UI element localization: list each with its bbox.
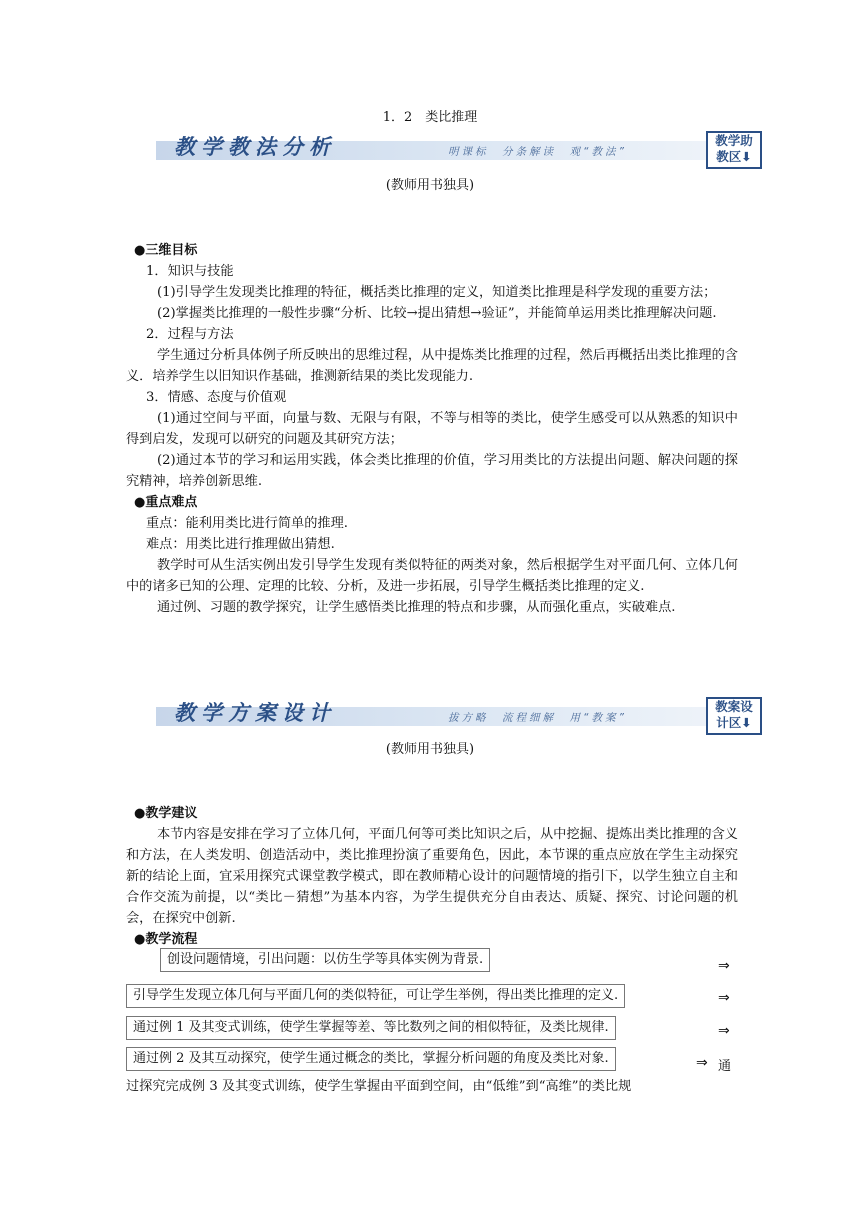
flow-step-2: 引导学生发现立体几何与平面几何的类似特征，可让学生举例，得出类比推理的定义.: [126, 984, 625, 1008]
flow-arrow-icon: ⇒: [696, 1055, 708, 1071]
key-p2: 难点：用类比进行推理做出猜想.: [146, 537, 335, 552]
banner-side-label: 教案设 计区⬇: [706, 697, 762, 735]
banner-plan-design: [156, 697, 762, 735]
goals-s1-p1: (1)引导学生发现类比推理的特征，概括类比推理的定义，知道类比推理是科学发现的重要方法；: [157, 285, 717, 300]
flow-tail-word: 通: [718, 1059, 732, 1074]
key-p3: 教学时可从生活实例出发引导学生发现有类似特征的两类对象，然后根据学生对平面几何、立体几何中的诸多已知的公理、定理的比较、分析，及进一步拓展，引导学生概括类比推理的定义.: [126, 558, 738, 594]
advice-section: [126, 803, 738, 950]
flow-step-4: 通过例 2 及其互动探究，使学生通过概念的类比，掌握分析问题的角度及类比对象.: [126, 1047, 616, 1071]
banner-subtitle: 明课标 分条解读 观“教法”: [448, 146, 627, 158]
key-p4: 通过例、习题的教学探究，让学生感悟类比推理的特点和步骤，从而强化重点，实破难点.: [157, 600, 676, 615]
goals-sub1: 1．知识与技能: [146, 264, 234, 279]
banner-title: 教学教法分析: [174, 135, 336, 159]
goals-sub3: 3．情感、态度与价值观: [146, 390, 287, 405]
banner-teaching-analysis: [156, 131, 762, 169]
banner-side-label: 教学助 教区⬇: [706, 131, 762, 169]
section-title: 1．2 类比推理: [382, 110, 478, 125]
key-heading: ●重点难点: [134, 495, 198, 510]
flow-arrow-icon: ⇒: [718, 990, 730, 1006]
goals-heading: ●三维目标: [134, 243, 198, 258]
goals-s3-p2: (2)通过本节的学习和运用实践，体会类比推理的价值，学习用类比的方法提出问题、解决问题的探究精神，培养创新思维.: [126, 453, 738, 489]
teacher-only-note: (教师用书独具): [385, 742, 475, 757]
banner-title: 教学方案设计: [174, 701, 336, 725]
flow-arrow-icon: ⇒: [718, 958, 730, 974]
advice-heading: ●教学建议: [134, 806, 198, 821]
goals-s1-p2: (2)掌握类比推理的一般性步骤“分析、比较→提出猜想→验证”，并能简单运用类比推理解决问题.: [157, 306, 717, 321]
goals-section: [126, 240, 738, 618]
flow-heading: ●教学流程: [134, 932, 198, 947]
flow-step-3: 通过例 1 及其变式训练，使学生掌握等差、等比数列之间的相似特征，及类比规律.: [126, 1016, 616, 1040]
flow-tail-line: 过探究完成例 3 及其变式训练，使学生掌握由平面到空间，由“低维”到“高维”的类比规: [126, 1079, 632, 1094]
banner-subtitle: 拔方略 流程细解 用“教案”: [448, 712, 627, 724]
teacher-only-note: (教师用书独具): [385, 178, 475, 193]
goals-sub2: 2．过程与方法: [146, 327, 234, 342]
flow-step-1: 创设问题情境，引出问题：以仿生学等具体实例为背景.: [160, 948, 490, 972]
goals-s3-p1: (1)通过空间与平面，向量与数、无限与有限，不等与相等的类比，使学生感受可以从熟悉的知识中得到启发，发现可以研究的问题及其研究方法；: [126, 411, 738, 447]
goals-s2-p1: 学生通过分析具体例子所反映出的思维过程，从中提炼类比推理的过程，然后再概括出类比推理的含义．培养学生以旧知识作基础，推测新结果的类比发现能力.: [126, 348, 738, 384]
flow-arrow-icon: ⇒: [718, 1023, 730, 1039]
key-p1: 重点：能利用类比进行简单的推理.: [146, 516, 349, 531]
advice-p1: 本节内容是安排在学习了立体几何，平面几何等可类比知识之后，从中挖掘、提炼出类比推理的含义和方法，在人类发明、创造活动中，类比推理扮演了重要角色，因此，本节课的重点应放在学生主动探究新的结论上面，宜采用探究式课堂教学模式，即在教师精心设计的问题情境的指引下，以学生独立自主和合作交流为前提，以“类比－猜想”为基本内容，为学生提供充分自由表达、质疑、探究、讨论问题的机会，在探究中创新.: [126, 827, 738, 926]
